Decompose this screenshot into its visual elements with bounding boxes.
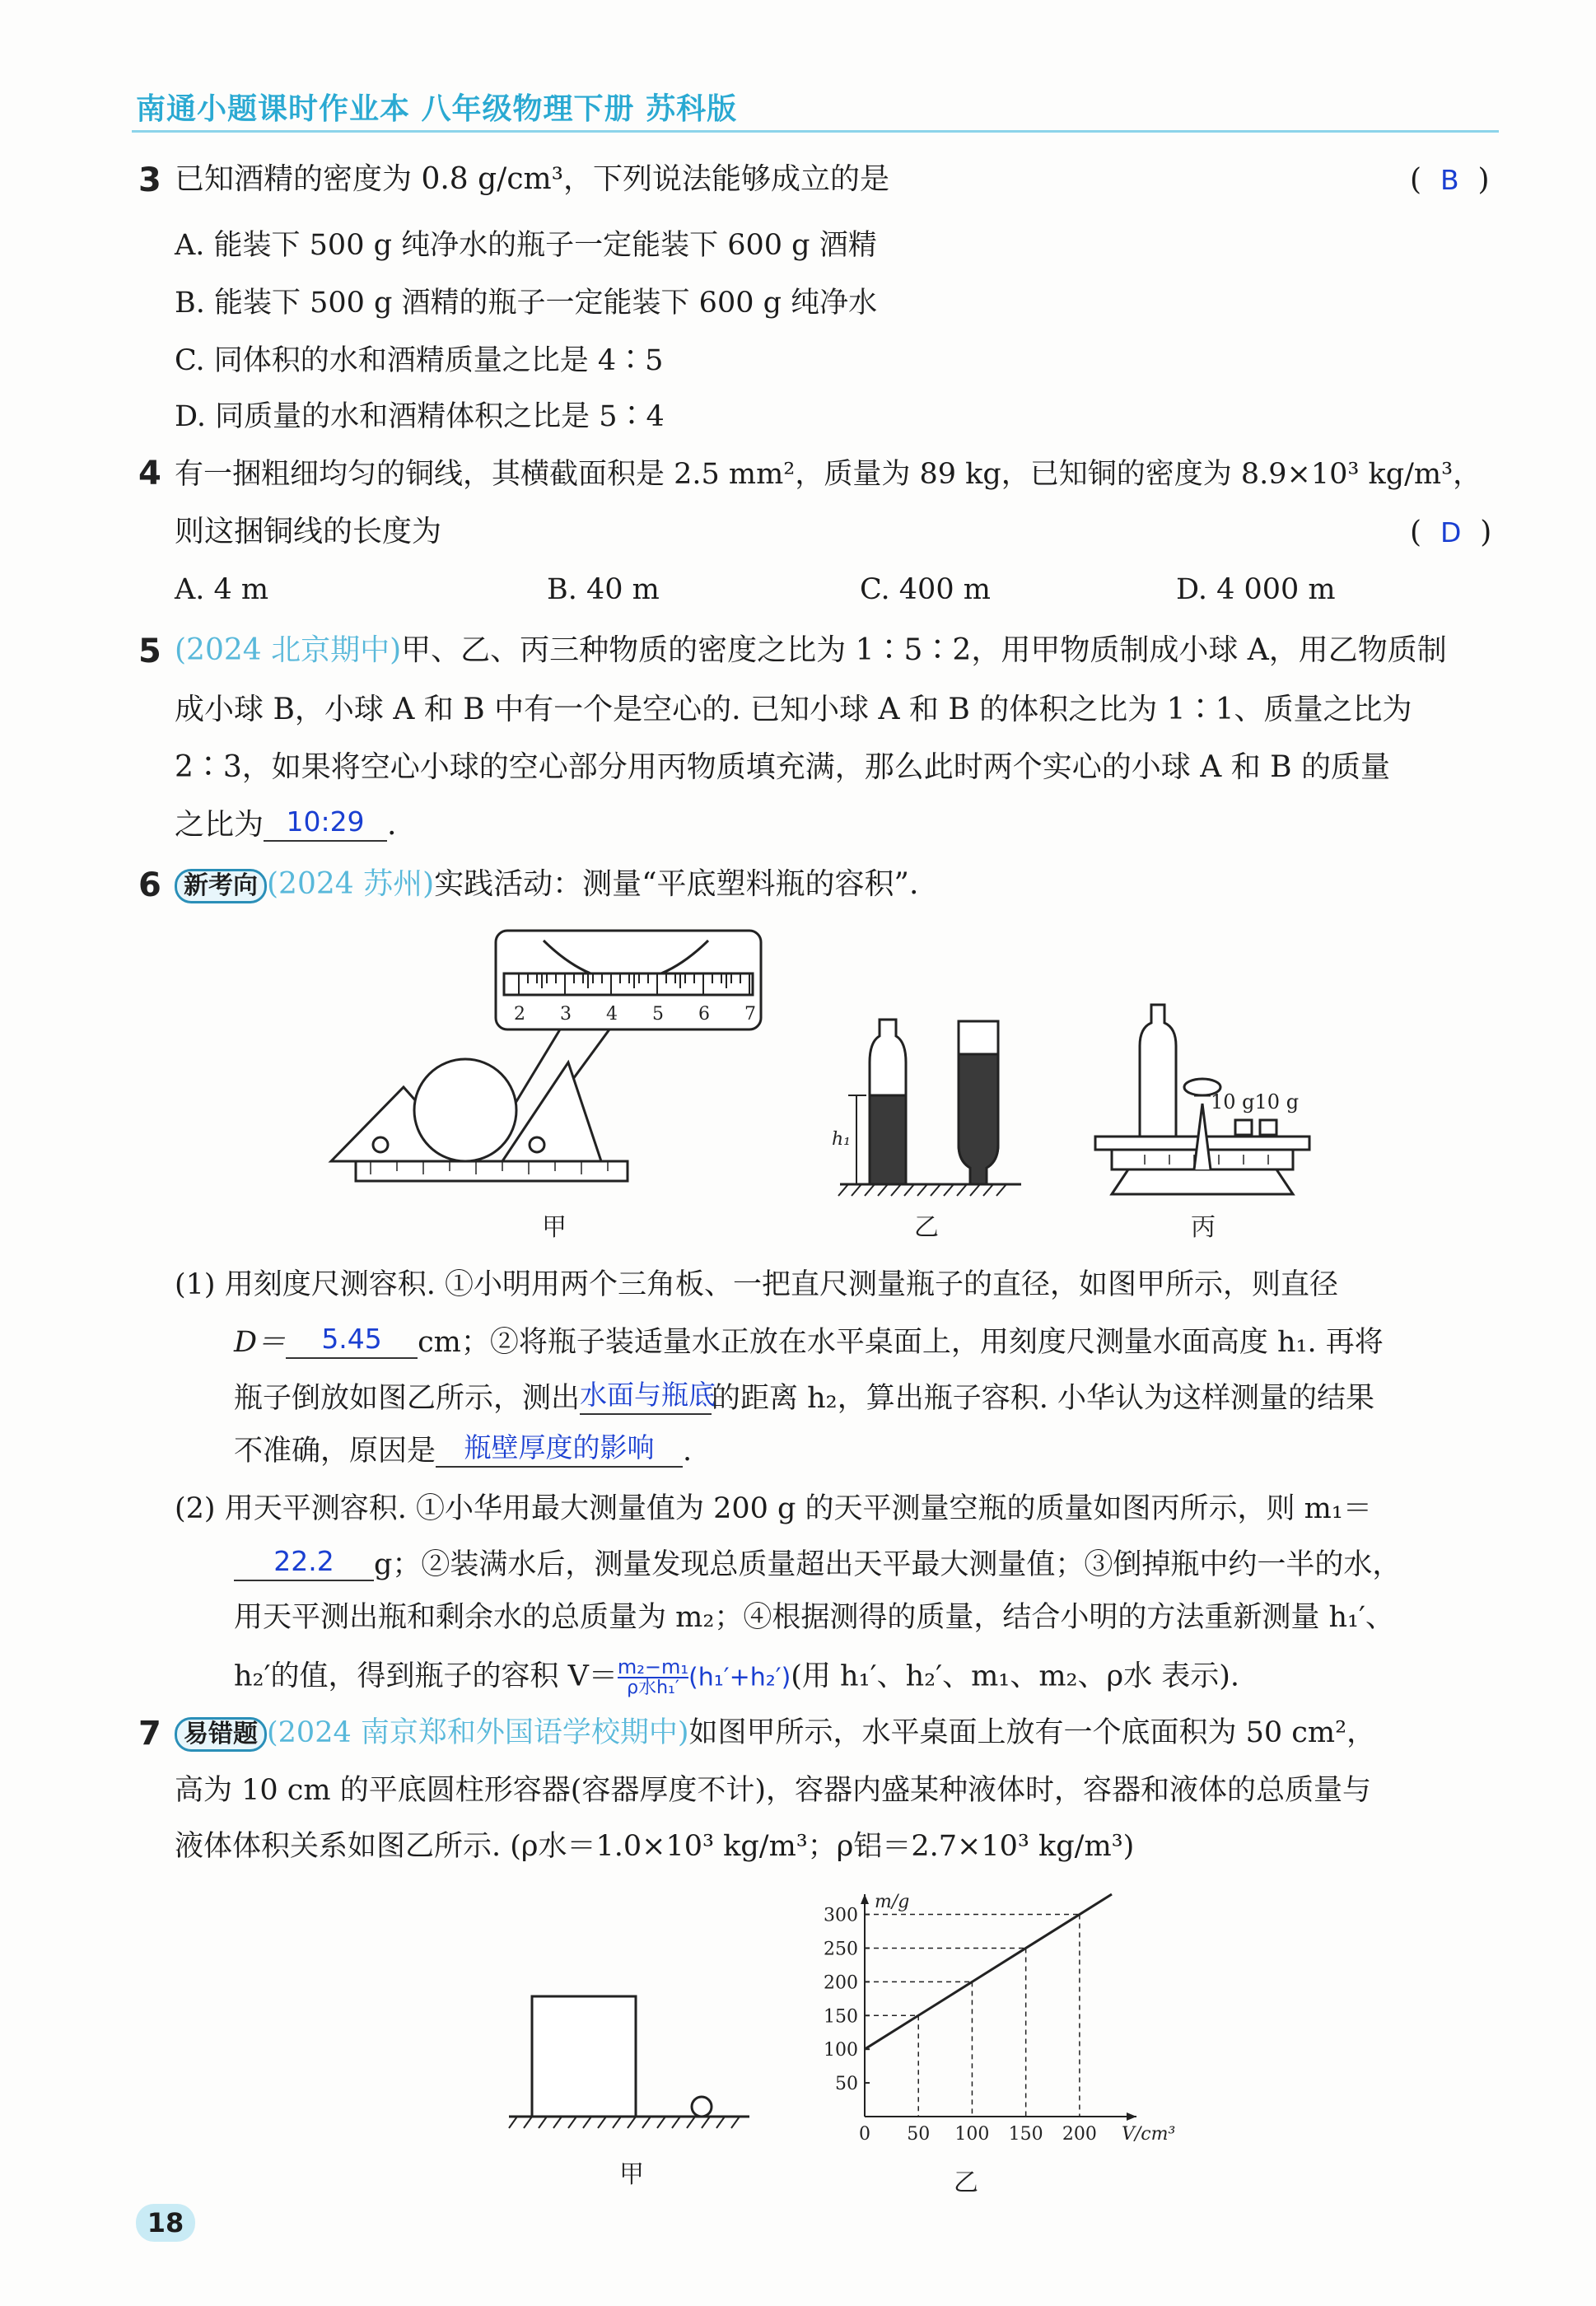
q6-source: (2024 苏州) — [267, 867, 435, 901]
chart-y-tick-label: 150 — [824, 2006, 858, 2028]
q6-p2-line2-post: g；②装满水后，测量发现总质量超出天平最大测量值；③倒掉瓶中约一半的水， — [374, 1548, 1402, 1581]
q4-line2: 则这捆铜线的长度为 — [175, 515, 442, 548]
chart-y-tick-label: 100 — [824, 2040, 858, 2061]
q7-line2: 高为 10 cm 的平底圆柱形容器(容器厚度不计)，容器内盛某种液体时，容器和液体的总质量与 — [175, 1774, 1372, 1807]
fig-label-yi: 乙 — [914, 1213, 939, 1242]
q6-stem-line — [175, 868, 918, 903]
q6-volume-fraction — [618, 1657, 688, 1698]
chart-x-tick-label: 100 — [954, 2124, 990, 2145]
q6-volume-denominator: ρ水h₁′ — [627, 1678, 679, 1698]
chart-y-tick-label: 250 — [824, 1939, 858, 1960]
q4-line1: 有一捆粗细均匀的铜线，其横截面积是 2.5 mm²，质量为 89 kg，已知铜的密度为 8.9×10³ kg/m³， — [175, 458, 1482, 491]
q6-volume-tail: (h₁′+h₂′) — [688, 1663, 791, 1692]
chart-x-arrow — [1127, 2112, 1136, 2121]
q5-source: (2024 北京期中) — [175, 633, 402, 667]
q3-option-c: C. 同体积的水和酒精质量之比是 4∶5 — [175, 344, 664, 377]
q5-line1-text: 甲、乙、丙三种物质的密度之比为 1∶5∶2，用甲物质制成小球 A，用乙物质制 — [401, 633, 1447, 667]
chart-y-tick-label: 50 — [835, 2074, 858, 2095]
chart-x-tick-label: 200 — [1062, 2124, 1097, 2145]
q5-line3: 2∶3，如果将空心小球的空心部分用丙物质填充满，那么此时两个实心的小球 A 和 B 的质量 — [175, 750, 1391, 784]
q6-volume-numerator: m₂−m₁ — [617, 1655, 689, 1678]
q4-answer: D — [1440, 516, 1462, 548]
ruler-tick-label: 4 — [606, 1004, 618, 1025]
q6-p2-line2 — [234, 1545, 1401, 1581]
fig-label-jia: 甲 — [542, 1213, 567, 1242]
q6-mass-answer: 22.2 — [273, 1545, 334, 1577]
q7-line1-text: 如图甲所示，水平桌面上放有一个底面积为 50 cm²， — [688, 1716, 1376, 1749]
chart-guide-lines — [865, 1915, 1080, 2117]
q5-line4-pre: 之比为 — [175, 808, 264, 842]
chart-x-tick-label: 0 — [859, 2124, 870, 2145]
q7-fig-label-jia: 甲 — [619, 2160, 644, 2189]
q5-line2: 成小球 B，小球 A 和 B 中有一个是空心的. 已知小球 A 和 B 的体积之比为 1∶1、质量之比为 — [175, 693, 1412, 726]
chart-x-tick-label: 50 — [907, 2124, 931, 2145]
q7-line1 — [175, 1716, 1375, 1752]
q3-option-a: A. 能装下 500 g 纯净水的瓶子一定能装下 600 g 酒精 — [175, 229, 877, 262]
q3-option-d: D. 同质量的水和酒精体积之比是 5∶4 — [175, 400, 665, 433]
fig-label-bing: 丙 — [1191, 1213, 1216, 1242]
q6-p1-line4-pre: 不准确，原因是 — [234, 1435, 436, 1468]
q6-p2-line4 — [234, 1657, 1239, 1698]
q6-p1-line2-post: cm；②将瓶子装适量水正放在水平桌面上，用刻度尺测量水面高度 h₁. 再将 — [418, 1326, 1384, 1359]
chart-y-tick-label: 200 — [824, 1972, 858, 1994]
q6-p1-line1: (1) 用刻度尺测容积. ①小明用两个三角板、一把直尺测量瓶子的直径，如图甲所示，则直径 — [175, 1268, 1338, 1301]
q5-number: 5 — [138, 633, 161, 670]
q6-reason-blank — [436, 1431, 683, 1468]
q5-line4-post: . — [387, 808, 397, 842]
q6-p1-line2 — [234, 1323, 1384, 1359]
q5-answer-blank — [264, 805, 387, 842]
q7-chart — [815, 1886, 1178, 2199]
q7-number: 7 — [138, 1715, 161, 1753]
chart-x-axis-label: V/cm³ — [1122, 2124, 1176, 2145]
q5-line1 — [175, 634, 1447, 667]
q6-p2-line4-pre: h₂′的值，得到瓶子的容积 V＝ — [234, 1659, 618, 1693]
q6-figures — [321, 922, 1367, 1252]
q6-p1-line3 — [234, 1379, 1374, 1415]
ball — [692, 2097, 712, 2117]
q5-answer: 10:29 — [286, 805, 365, 838]
chart-axes — [861, 1894, 1136, 2121]
fig-yi-diagram — [838, 1020, 1021, 1196]
chart-series-line — [865, 1894, 1112, 2049]
q7-line3: 液体体积关系如图乙所示. (ρ水＝1.0×10³ kg/m³；ρ铝＝2.7×10³ kg/m³) — [175, 1830, 1135, 1863]
page-number-badge: 18 — [136, 2204, 195, 2242]
q4-option-c: C. 400 m — [860, 573, 991, 606]
q6-p2-line3: 用天平测出瓶和剩余水的总质量为 m₂；④根据测得的质量，结合小明的方法重新测量 h₁′、 — [234, 1601, 1394, 1634]
chart-y-arrow — [861, 1894, 869, 1904]
q6-p1-line3-post: 的距离 h₂，算出瓶子容积. 小华认为这样测量的结果 — [712, 1382, 1374, 1415]
ruler-tick-label: 6 — [698, 1004, 710, 1025]
q6-measure-blank — [580, 1379, 716, 1415]
q4-number: 4 — [138, 455, 161, 492]
q3-answer-paren: ( B ) — [1410, 163, 1490, 197]
chart-x-tick-label: 150 — [1008, 2124, 1043, 2145]
q4-answer-paren: ( D ) — [1410, 516, 1492, 549]
q4-option-d: D. 4 000 m — [1176, 573, 1336, 606]
q6-p2-line4-post: (用 h₁′、h₂′、m₁、m₂、ρ水 表示). — [791, 1659, 1240, 1693]
q7-tag-badge: 易错题 — [175, 1717, 267, 1752]
header-rule — [132, 130, 1499, 133]
ruler-tick-label: 2 — [514, 1004, 525, 1025]
q6-p1-line4 — [234, 1431, 692, 1468]
q4-option-b: B. 40 m — [547, 573, 660, 606]
weights-label: 10 g10 g — [1211, 1090, 1300, 1113]
q7-source: (2024 南京郑和外国语学校期中) — [267, 1716, 689, 1749]
q5-line4 — [175, 805, 396, 842]
q6-tag-badge: 新考向 — [175, 869, 267, 903]
q6-diameter-blank — [286, 1323, 418, 1359]
fig-jia-diagram — [331, 931, 761, 1181]
q7-fig-jia — [494, 1977, 766, 2191]
q6-diameter-answer: 5.45 — [321, 1323, 382, 1355]
page-header: 南通小题课时作业本 八年级物理下册 苏科版 — [136, 92, 738, 126]
h1-label: h₁ — [832, 1129, 851, 1150]
q6-measure-answer: 水面与瓶底 — [580, 1379, 716, 1411]
chart-y-tick-label: 300 — [824, 1905, 858, 1926]
q6-p2-line1: (2) 用天平测容积. ①小华用最大测量值为 200 g 的天平测量空瓶的质量如图丙所示，则 m₁＝ — [175, 1492, 1372, 1525]
q4-option-a: A. 4 m — [175, 573, 269, 606]
q3-stem: 已知酒精的密度为 0.8 g/cm³，下列说法能够成立的是 — [175, 162, 890, 196]
q6-mass-blank — [234, 1545, 374, 1581]
q6-number: 6 — [138, 866, 161, 904]
q6-stem: 实践活动：测量“平底塑料瓶的容积”. — [434, 867, 919, 901]
q6-p1-line4-post: . — [683, 1435, 693, 1468]
q3-answer: B — [1440, 164, 1459, 196]
q6-p1-line3-pre: 瓶子倒放如图乙所示，测出 — [234, 1382, 581, 1415]
q3-option-b: B. 能装下 500 g 酒精的瓶子一定能装下 600 g 纯净水 — [175, 287, 878, 320]
q6-p1-line2-pre: D＝ — [234, 1326, 287, 1359]
chart-y-axis-label: m/g — [875, 1892, 910, 1912]
q7-fig-label-yi: 乙 — [954, 2168, 978, 2197]
q3-number: 3 — [138, 161, 161, 199]
ruler-tick-label: 3 — [560, 1004, 572, 1025]
q6-reason-answer: 瓶壁厚度的影响 — [464, 1431, 655, 1463]
container — [532, 1996, 636, 2117]
ruler-tick-label: 5 — [652, 1004, 664, 1025]
ruler-tick-label: 7 — [744, 1004, 756, 1025]
